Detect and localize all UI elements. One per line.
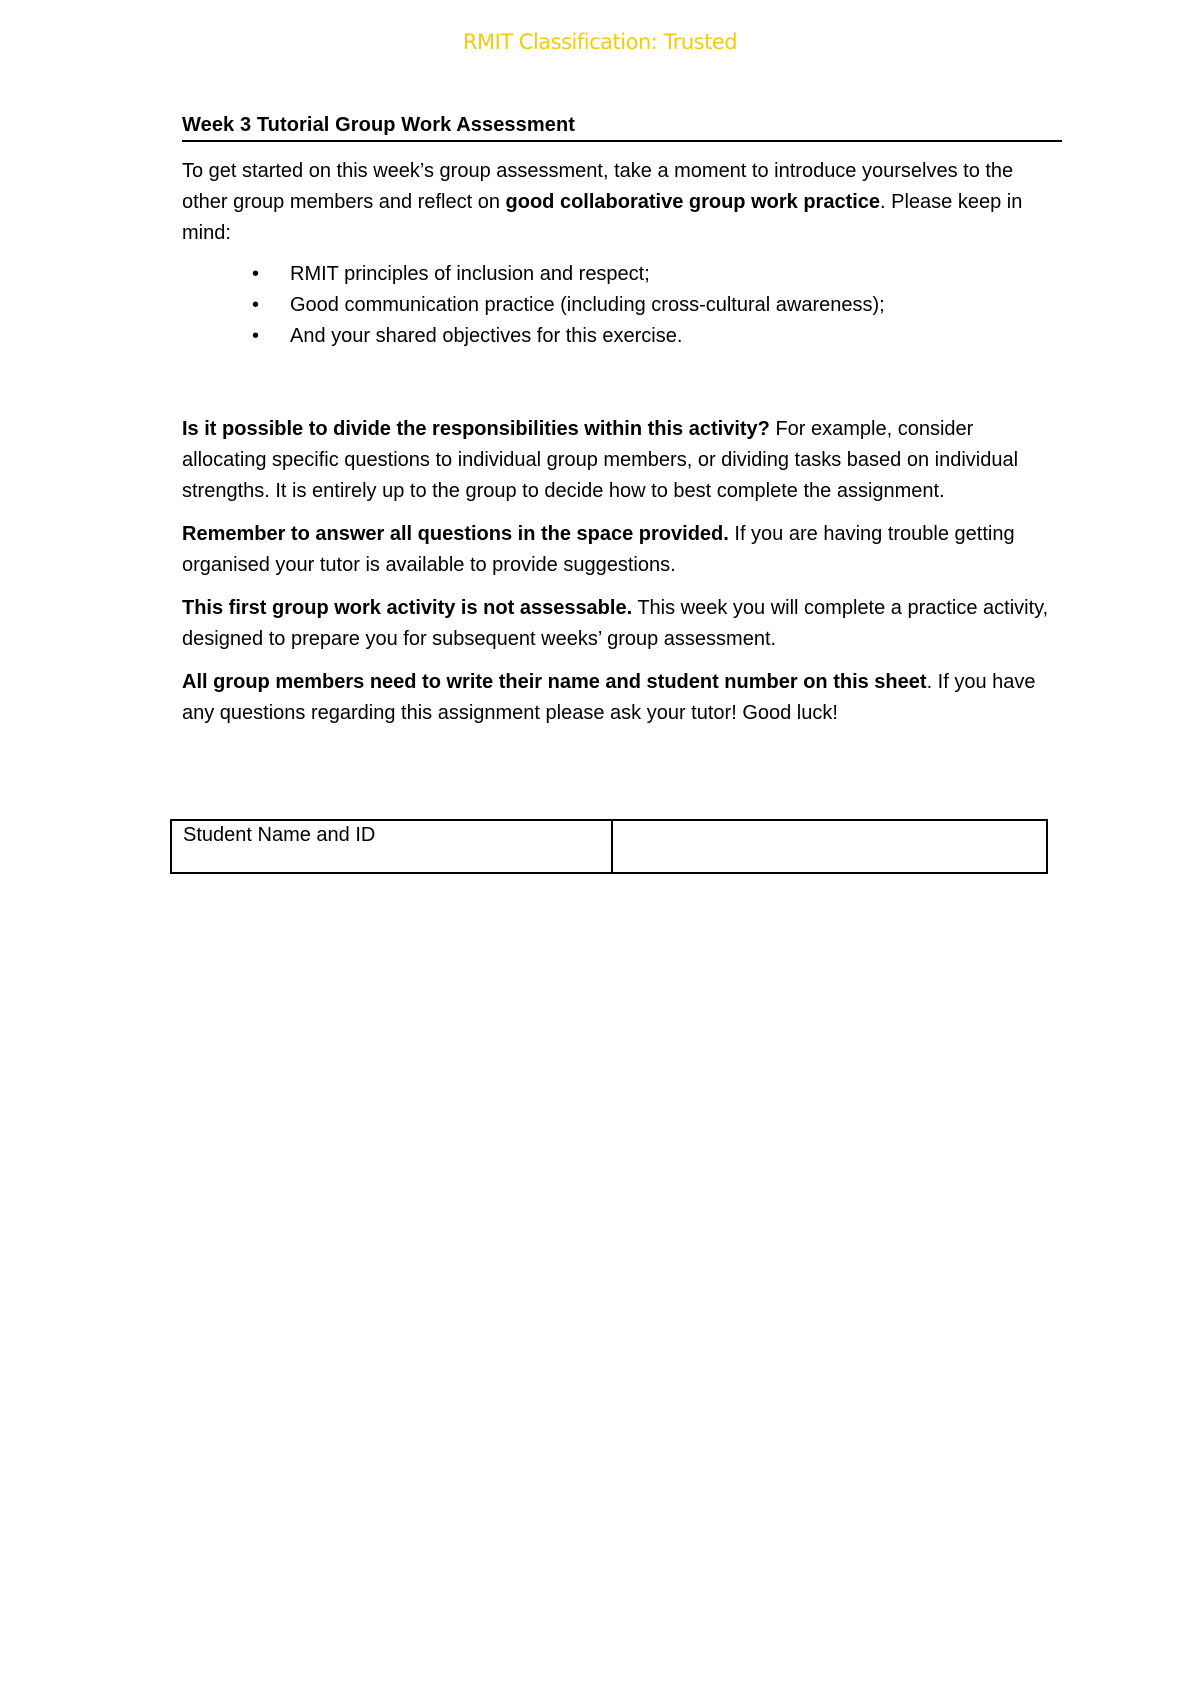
student-info-table: [170, 819, 1048, 874]
intro-bold-phrase: good collaborative group work practice: [505, 191, 881, 213]
all-members-text: . If you have any questions regarding this assignment please ask your tutor! Good luck!: [182, 671, 1036, 724]
list-item: [252, 259, 1062, 290]
list-item-text: RMIT principles of inclusion and respect;: [290, 263, 650, 285]
document-title: Week 3 Tutorial Group Work Assessment: [182, 114, 1062, 142]
classification-label: RMIT Classification: Trusted: [462, 30, 738, 54]
all-members-paragraph: [182, 667, 1062, 729]
responsibilities-paragraph: [182, 414, 1062, 507]
list-item-text: Good communication practice (including cross-cultural awareness);: [290, 294, 885, 316]
all-members-bold: All group members need to write their name and student number on this sheet: [182, 671, 927, 693]
remember-bold: Remember to answer all questions in the space provided.: [182, 523, 729, 545]
student-name-id-field[interactable]: [613, 821, 1046, 872]
bullet-icon: •: [252, 263, 260, 285]
student-name-id-label: Student Name and ID: [172, 821, 613, 872]
list-item-text: And your shared objectives for this exercise.: [290, 325, 683, 347]
bullet-icon: •: [252, 294, 260, 316]
first-activity-paragraph: [182, 593, 1062, 655]
bullet-icon: •: [252, 325, 260, 347]
responsibilities-text: For example, consider allocating specific questions to individual group members, or dividing tasks based on individual strengths. It is entirely up to the group to decide how to best complete the assignment.: [182, 418, 1019, 502]
first-activity-bold: This first group work activity is not assessable.: [182, 597, 633, 619]
responsibilities-question: Is it possible to divide the responsibilities within this activity?: [182, 418, 770, 440]
document-body: [182, 114, 1062, 729]
intro-paragraph: [182, 156, 1062, 249]
intro-text-end: . Please keep in mind:: [182, 191, 1023, 244]
intro-text-start: To get started on this week’s group assessment, take a moment to introduce yourselves to the other group members and reflect on: [182, 160, 1014, 213]
first-activity-text: This week you will complete a practice activity, designed to prepare you for subsequent weeks’ group assessment.: [182, 597, 1049, 650]
keep-in-mind-list: [182, 259, 1062, 352]
list-item: [252, 290, 1062, 321]
remember-text: If you are having trouble getting organised your tutor is available to provide suggestions.: [182, 523, 1015, 576]
list-item: [252, 321, 1062, 352]
remember-paragraph: [182, 519, 1062, 581]
